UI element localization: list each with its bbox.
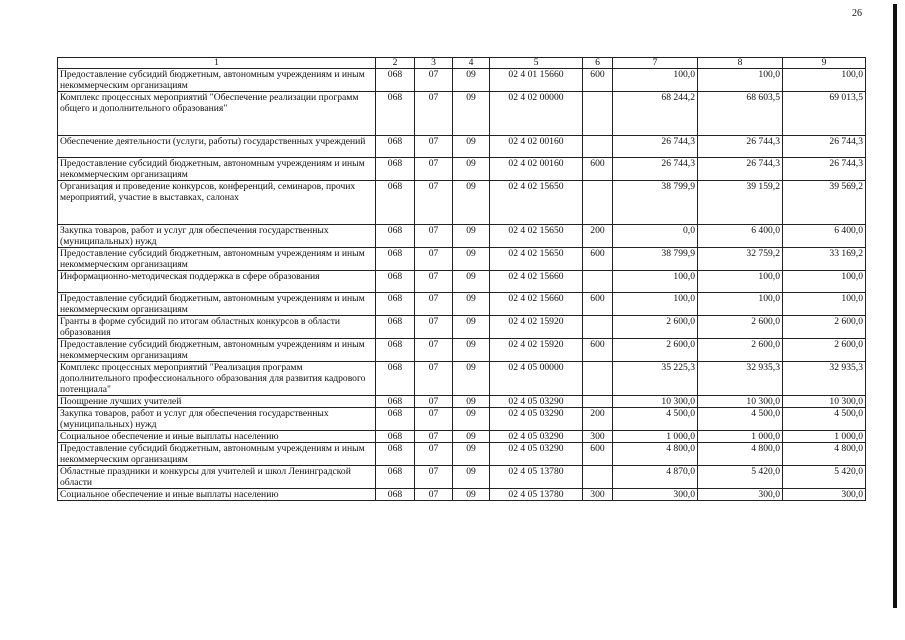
row-name-cell: Предоставление субсидий бюджетным, автономным учреждениям и иным некоммерческим организациям [58,158,376,181]
expense-type-cell [583,181,613,225]
amount-cell: 100,0 [613,293,698,316]
row-name-cell: Предоставление субсидий бюджетным, автономным учреждениям и иным некоммерческим организациям [58,293,376,316]
subsection-cell: 09 [453,158,490,181]
grbs-cell: 068 [376,92,415,136]
amount-cell: 300,0 [698,489,783,501]
amount-cell: 39 159,2 [698,181,783,225]
target-article-cell: 02 4 02 00000 [490,92,583,136]
section-cell: 07 [415,408,453,431]
table-row [58,443,866,466]
subsection-cell: 09 [453,316,490,339]
grbs-cell: 068 [376,69,415,92]
expense-type-cell [583,396,613,408]
grbs-cell: 068 [376,136,415,158]
header-cell: 2 [376,58,415,69]
section-cell: 07 [415,362,453,396]
section-cell: 07 [415,489,453,501]
target-article-cell: 02 4 05 13780 [490,466,583,489]
grbs-cell: 068 [376,362,415,396]
expense-type-cell: 600 [583,69,613,92]
amount-cell: 100,0 [698,69,783,92]
subsection-cell: 09 [453,293,490,316]
amount-cell: 32 935,3 [783,362,866,396]
grbs-cell: 068 [376,248,415,271]
amount-cell: 6 400,0 [698,225,783,248]
amount-cell: 300,0 [783,489,866,501]
target-article-cell: 02 4 02 15920 [490,316,583,339]
amount-cell: 4 800,0 [783,443,866,466]
header-cell: 8 [698,58,783,69]
table-row [58,181,866,225]
subsection-cell: 09 [453,443,490,466]
expense-type-cell: 200 [583,408,613,431]
target-article-cell: 02 4 02 00160 [490,136,583,158]
amount-cell: 38 799,9 [613,248,698,271]
target-article-cell: 02 4 01 15660 [490,69,583,92]
amount-cell: 26 744,3 [783,136,866,158]
row-name-cell: Гранты в форме субсидий по итогам областных конкурсов в области образования [58,316,376,339]
amount-cell: 38 799,9 [613,181,698,225]
amount-cell: 10 300,0 [783,396,866,408]
amount-cell: 4 800,0 [613,443,698,466]
amount-cell: 5 420,0 [783,466,866,489]
scan-edge-bar [893,4,897,608]
amount-cell: 5 420,0 [698,466,783,489]
section-cell: 07 [415,466,453,489]
table-row [58,69,866,92]
expense-type-cell: 600 [583,293,613,316]
section-cell: 07 [415,69,453,92]
section-cell: 07 [415,248,453,271]
amount-cell: 2 600,0 [698,339,783,362]
page-number: 26 [852,8,862,19]
subsection-cell: 09 [453,92,490,136]
grbs-cell: 068 [376,339,415,362]
grbs-cell: 068 [376,431,415,443]
subsection-cell: 09 [453,136,490,158]
table-body [58,69,866,501]
amount-cell: 4 870,0 [613,466,698,489]
header-cell: 6 [583,58,613,69]
budget-table [57,57,866,501]
subsection-cell: 09 [453,69,490,92]
table-row [58,431,866,443]
grbs-cell: 068 [376,316,415,339]
amount-cell: 68 603,5 [698,92,783,136]
expense-type-cell: 600 [583,443,613,466]
expense-type-cell [583,316,613,339]
row-name-cell: Областные праздники и конкурсы для учителей и школ Ленинградской области [58,466,376,489]
subsection-cell: 09 [453,466,490,489]
subsection-cell: 09 [453,431,490,443]
target-article-cell: 02 4 02 15650 [490,248,583,271]
row-name-cell: Предоставление субсидий бюджетным, автономным учреждениям и иным некоммерческим организациям [58,248,376,271]
header-cell: 9 [783,58,866,69]
amount-cell: 100,0 [698,271,783,293]
amount-cell: 0,0 [613,225,698,248]
amount-cell: 35 225,3 [613,362,698,396]
target-article-cell: 02 4 02 15650 [490,225,583,248]
target-article-cell: 02 4 05 03290 [490,408,583,431]
section-cell: 07 [415,158,453,181]
amount-cell: 1 000,0 [783,431,866,443]
table-row [58,466,866,489]
table-row [58,316,866,339]
grbs-cell: 068 [376,181,415,225]
subsection-cell: 09 [453,181,490,225]
amount-cell: 32 759,2 [698,248,783,271]
grbs-cell: 068 [376,466,415,489]
expense-type-cell: 200 [583,225,613,248]
grbs-cell: 068 [376,443,415,466]
table-row [58,92,866,136]
table-row [58,248,866,271]
table-row [58,293,866,316]
amount-cell: 100,0 [783,69,866,92]
header-cell: 1 [58,58,376,69]
amount-cell: 2 600,0 [613,339,698,362]
amount-cell: 6 400,0 [783,225,866,248]
section-cell: 07 [415,316,453,339]
target-article-cell: 02 4 05 03290 [490,396,583,408]
expense-type-cell [583,466,613,489]
amount-cell: 2 600,0 [783,316,866,339]
expense-type-cell: 600 [583,158,613,181]
section-cell: 07 [415,92,453,136]
amount-cell: 1 000,0 [613,431,698,443]
expense-type-cell [583,362,613,396]
section-cell: 07 [415,136,453,158]
subsection-cell: 09 [453,489,490,501]
row-name-cell: Информационно-методическая поддержка в сфере образования [58,271,376,293]
expense-type-cell [583,136,613,158]
row-name-cell: Обеспечение деятельности (услуги, работы) государственных учреждений [58,136,376,158]
amount-cell: 2 600,0 [783,339,866,362]
amount-cell: 2 600,0 [698,316,783,339]
section-cell: 07 [415,225,453,248]
expense-type-cell: 600 [583,339,613,362]
grbs-cell: 068 [376,489,415,501]
table-row [58,362,866,396]
subsection-cell: 09 [453,408,490,431]
amount-cell: 10 300,0 [613,396,698,408]
row-name-cell: Предоставление субсидий бюджетным, автономным учреждениям и иным некоммерческим организациям [58,69,376,92]
amount-cell: 100,0 [783,293,866,316]
amount-cell: 100,0 [613,69,698,92]
row-name-cell: Закупка товаров, работ и услуг для обеспечения государственных (муниципальных) нужд [58,408,376,431]
row-name-cell: Социальное обеспечение и иные выплаты населению [58,431,376,443]
amount-cell: 10 300,0 [698,396,783,408]
target-article-cell: 02 4 05 03290 [490,443,583,466]
row-name-cell: Комплекс процессных мероприятий "Реализация программ дополнительного профессионального образования для развития кадрового потенциала" [58,362,376,396]
amount-cell: 26 744,3 [613,158,698,181]
table-row [58,489,866,501]
row-name-cell: Организация и проведение конкурсов, конференций, семинаров, прочих мероприятий, участие в выставках, салонах [58,181,376,225]
section-cell: 07 [415,396,453,408]
amount-cell: 33 169,2 [783,248,866,271]
subsection-cell: 09 [453,225,490,248]
subsection-cell: 09 [453,248,490,271]
header-cell: 4 [453,58,490,69]
amount-cell: 26 744,3 [698,136,783,158]
target-article-cell: 02 4 02 15660 [490,293,583,316]
section-cell: 07 [415,181,453,225]
target-article-cell: 02 4 05 13780 [490,489,583,501]
amount-cell: 26 744,3 [613,136,698,158]
target-article-cell: 02 4 05 03290 [490,431,583,443]
amount-cell: 32 935,3 [698,362,783,396]
amount-cell: 4 500,0 [783,408,866,431]
grbs-cell: 068 [376,271,415,293]
table-row [58,271,866,293]
row-name-cell: Предоставление субсидий бюджетным, автономным учреждениям и иным некоммерческим организациям [58,443,376,466]
grbs-cell: 068 [376,225,415,248]
row-name-cell: Поощрение лучших учителей [58,396,376,408]
expense-type-cell [583,92,613,136]
amount-cell: 100,0 [698,293,783,316]
expense-type-cell [583,271,613,293]
grbs-cell: 068 [376,408,415,431]
expense-type-cell: 600 [583,248,613,271]
grbs-cell: 068 [376,396,415,408]
amount-cell: 26 744,3 [783,158,866,181]
table-row [58,339,866,362]
row-name-cell: Закупка товаров, работ и услуг для обеспечения государственных (муниципальных) нужд [58,225,376,248]
subsection-cell: 09 [453,339,490,362]
table-row [58,158,866,181]
table-row [58,136,866,158]
target-article-cell: 02 4 02 15650 [490,181,583,225]
amount-cell: 26 744,3 [698,158,783,181]
target-article-cell: 02 4 02 15920 [490,339,583,362]
amount-cell: 4 500,0 [613,408,698,431]
amount-cell: 1 000,0 [698,431,783,443]
amount-cell: 100,0 [783,271,866,293]
grbs-cell: 068 [376,158,415,181]
table-row [58,225,866,248]
expense-type-cell: 300 [583,431,613,443]
grbs-cell: 068 [376,293,415,316]
header-cell: 3 [415,58,453,69]
amount-cell: 4 800,0 [698,443,783,466]
target-article-cell: 02 4 02 15660 [490,271,583,293]
amount-cell: 68 244,2 [613,92,698,136]
amount-cell: 39 569,2 [783,181,866,225]
amount-cell: 4 500,0 [698,408,783,431]
amount-cell: 2 600,0 [613,316,698,339]
amount-cell: 69 013,5 [783,92,866,136]
section-cell: 07 [415,293,453,316]
expense-type-cell: 300 [583,489,613,501]
row-name-cell: Социальное обеспечение и иные выплаты населению [58,489,376,501]
subsection-cell: 09 [453,271,490,293]
subsection-cell: 09 [453,362,490,396]
table-row [58,408,866,431]
target-article-cell: 02 4 05 00000 [490,362,583,396]
amount-cell: 300,0 [613,489,698,501]
subsection-cell: 09 [453,396,490,408]
row-name-cell: Предоставление субсидий бюджетным, автономным учреждениям и иным некоммерческим организациям [58,339,376,362]
row-name-cell: Комплекс процессных мероприятий "Обеспечение реализации программ общего и дополнительного образования" [58,92,376,136]
header-cell: 7 [613,58,698,69]
header-cell: 5 [490,58,583,69]
section-cell: 07 [415,271,453,293]
section-cell: 07 [415,443,453,466]
amount-cell: 100,0 [613,271,698,293]
table-row [58,396,866,408]
target-article-cell: 02 4 02 00160 [490,158,583,181]
section-cell: 07 [415,431,453,443]
header-row [58,58,866,69]
section-cell: 07 [415,339,453,362]
